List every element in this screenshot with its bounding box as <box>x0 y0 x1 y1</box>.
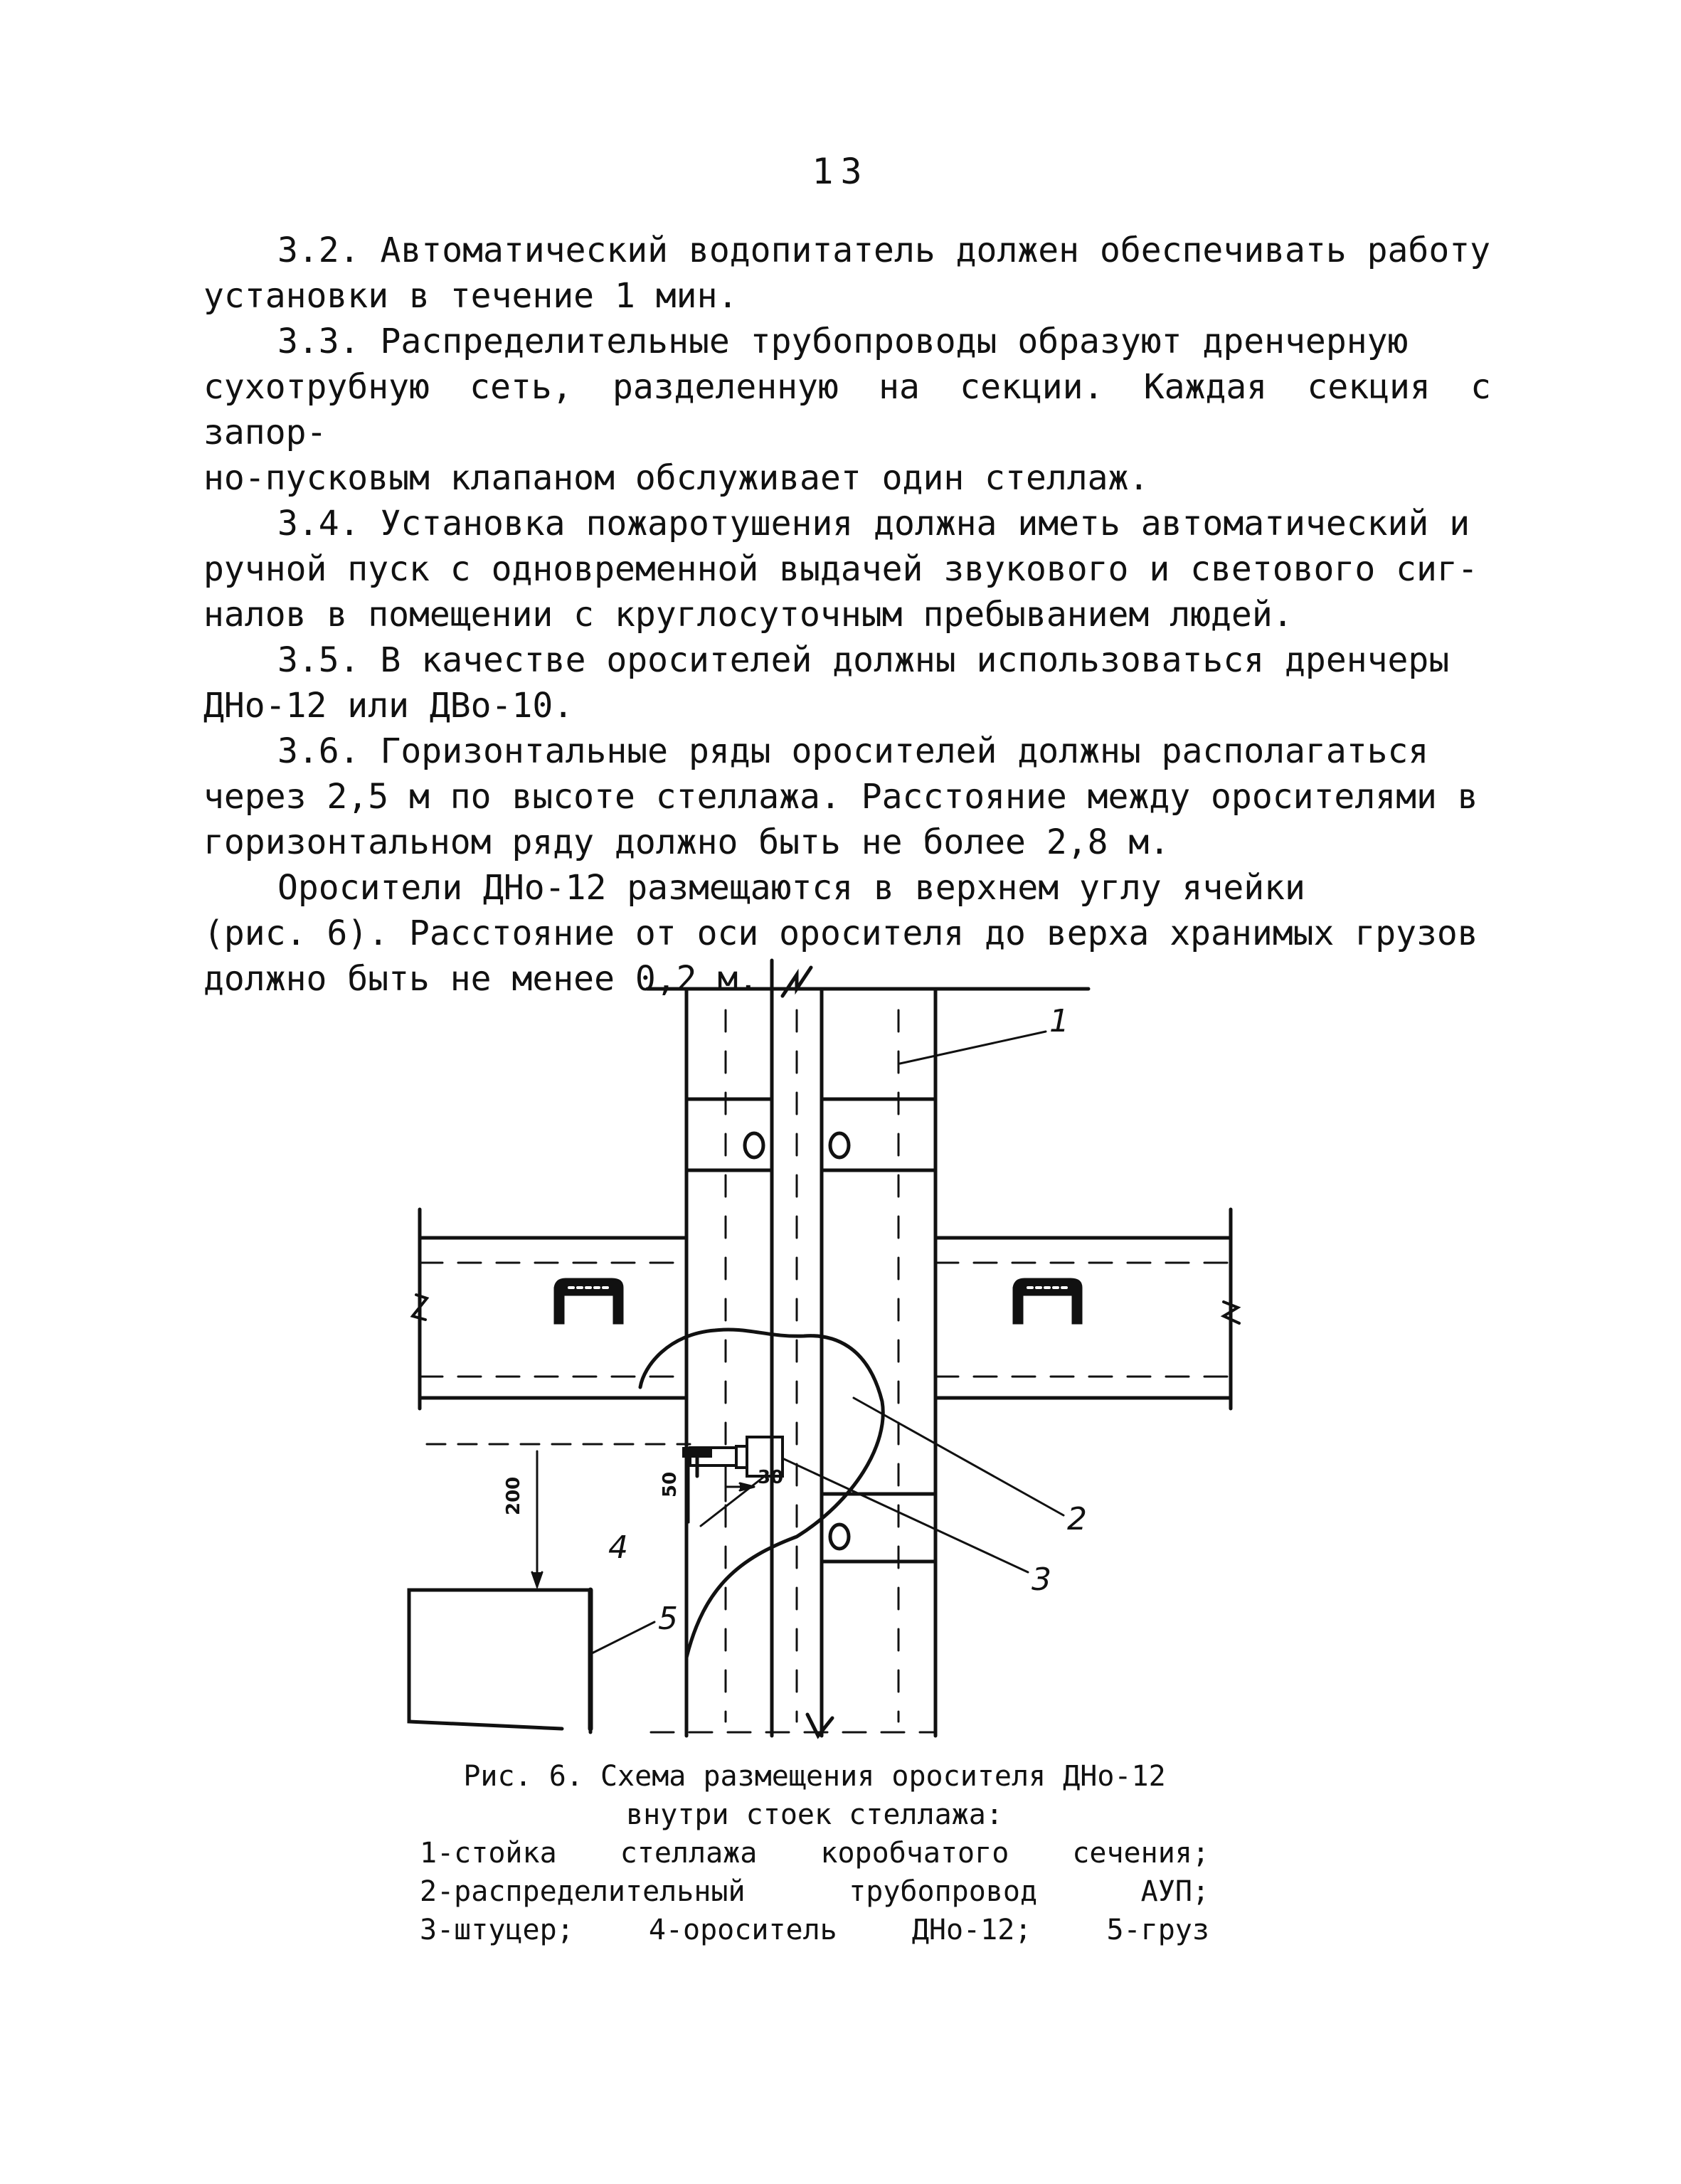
text-line: но-пусковым клапаном обслуживает один стеллаж. <box>203 458 1150 498</box>
paragraph-3-5 <box>203 637 1491 728</box>
text-line: 3.2. Автоматический водопитатель должен обеспечивать работу <box>277 230 1491 270</box>
paragraph-3-2 <box>203 228 1491 319</box>
legend-word: сечения; <box>1072 1837 1209 1870</box>
figure-6 <box>370 946 1295 1764</box>
legend-word: трубопровод <box>849 1875 1038 1908</box>
legend-word: коробчатого <box>820 1837 1009 1870</box>
label-5: 5 <box>658 1601 678 1637</box>
legend-row <box>420 1872 1209 1911</box>
legend-word: 1-стойка <box>420 1837 557 1870</box>
text-line: ручной пуск с одновременной выдачей звукового и светового сиг- <box>203 549 1478 589</box>
legend-row <box>420 1834 1209 1872</box>
figure-caption <box>420 1757 1209 1949</box>
rack-diagram <box>370 946 1295 1764</box>
label-2: 2 <box>1067 1501 1087 1537</box>
text-line: налов в помещении с круглосуточным пребыванием людей. <box>203 595 1293 635</box>
legend-word: 3-штуцер; <box>420 1914 574 1946</box>
page-number: 13 <box>812 151 869 192</box>
text-line: (рис. 6). Расстояние от оси оросителя до верха хранимых грузов <box>203 913 1478 953</box>
horizontal-beams <box>413 1209 1239 1409</box>
text-line: должно быть не менее 0,2 м. <box>203 959 759 999</box>
text-line: ДНо-12 или ДВо-10. <box>203 686 574 726</box>
legend-word: АУП; <box>1140 1875 1209 1908</box>
rack-posts <box>647 960 1088 1736</box>
text-line: сухотрубную сеть, разделенную на секции. Каждая секция с запор- <box>203 367 1491 452</box>
text-line: 3.4. Установка пожаротушения должна иметь автоматический и <box>277 504 1470 544</box>
text-line: Оросители ДНо-12 размещаются в верхнем углу ячейки <box>277 868 1305 908</box>
caption-title: Рис. 6. Схема размещения оросителя ДНо-12 <box>463 1760 1166 1793</box>
text-line: 3.3. Распределительные трубопроводы образуют дренчерную <box>277 322 1409 361</box>
legend-row <box>420 1911 1209 1949</box>
label-4: 4 <box>608 1530 628 1566</box>
text-line: горизонтальном ряду должно быть не более 2,8 м. <box>203 822 1170 862</box>
label-3: 3 <box>1032 1562 1051 1598</box>
text-line: 3.6. Горизонтальные ряды оросителей должны располагаться <box>277 731 1429 771</box>
text-line: через 2,5 м по высоте стеллажа. Расстояние между оросителями в <box>203 777 1478 817</box>
legend-word: 5-груз <box>1106 1914 1209 1946</box>
legend-word: ДНо-12; <box>911 1914 1032 1946</box>
load-box <box>409 1590 590 1732</box>
body-text <box>203 228 1491 1002</box>
dimension-50: 50 <box>659 1471 681 1497</box>
legend-word: стеллажа <box>620 1837 758 1870</box>
dimension-200: 200 <box>503 1476 524 1515</box>
text-line: установки в течение 1 мин. <box>203 276 738 316</box>
legend-word: 2-распределительный <box>420 1875 746 1908</box>
caption-subtitle: внутри стоек стеллажа: <box>626 1798 1003 1831</box>
legend-word: 4-ороситель <box>648 1914 837 1946</box>
paragraph-3-6 <box>203 728 1491 865</box>
paragraph-3-4 <box>203 501 1491 637</box>
dimension-30: 30 <box>758 1467 784 1488</box>
label-1: 1 <box>1049 1003 1069 1039</box>
paragraph-3-3 <box>203 319 1491 501</box>
text-line: 3.5. В качестве оросителей должны использоваться дренчеры <box>277 640 1450 680</box>
